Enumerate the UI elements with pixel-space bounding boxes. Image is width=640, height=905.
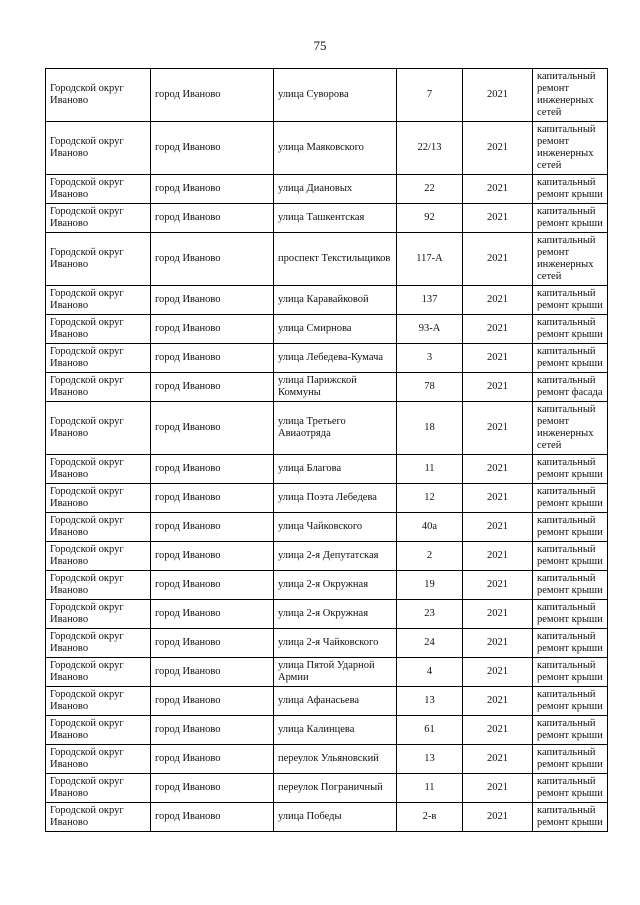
street-cell: улица 2-я Депутатская bbox=[274, 542, 397, 571]
street-cell: улица Парижской Коммуны bbox=[274, 373, 397, 402]
street-cell: улица 2-я Чайковского bbox=[274, 629, 397, 658]
year-cell: 2021 bbox=[463, 286, 533, 315]
district-cell: Городской округ Иваново bbox=[46, 687, 151, 716]
table-row bbox=[46, 600, 608, 629]
street-cell: улица Калинцева bbox=[274, 716, 397, 745]
house-number-cell: 93-А bbox=[397, 315, 463, 344]
city-cell: город Иваново bbox=[151, 600, 274, 629]
year-cell: 2021 bbox=[463, 600, 533, 629]
city-cell: город Иваново bbox=[151, 629, 274, 658]
city-cell: город Иваново bbox=[151, 344, 274, 373]
city-cell: город Иваново bbox=[151, 373, 274, 402]
house-number-cell: 22/13 bbox=[397, 122, 463, 175]
table-row bbox=[46, 513, 608, 542]
street-cell: улица Поэта Лебедева bbox=[274, 484, 397, 513]
year-cell: 2021 bbox=[463, 204, 533, 233]
house-number-cell: 18 bbox=[397, 402, 463, 455]
house-number-cell: 117-А bbox=[397, 233, 463, 286]
city-cell: город Иваново bbox=[151, 513, 274, 542]
district-cell: Городской округ Иваново bbox=[46, 286, 151, 315]
city-cell: город Иваново bbox=[151, 542, 274, 571]
year-cell: 2021 bbox=[463, 658, 533, 687]
street-cell: улица 2-я Окружная bbox=[274, 571, 397, 600]
work-type-cell: капитальный ремонт крыши bbox=[533, 344, 608, 373]
district-cell: Городской округ Иваново bbox=[46, 745, 151, 774]
city-cell: город Иваново bbox=[151, 687, 274, 716]
city-cell: город Иваново bbox=[151, 204, 274, 233]
street-cell: улица Суворова bbox=[274, 69, 397, 122]
work-type-cell: капитальный ремонт крыши bbox=[533, 286, 608, 315]
table-row bbox=[46, 803, 608, 832]
street-cell: улица 2-я Окружная bbox=[274, 600, 397, 629]
table-row bbox=[46, 629, 608, 658]
city-cell: город Иваново bbox=[151, 803, 274, 832]
year-cell: 2021 bbox=[463, 716, 533, 745]
district-cell: Городской округ Иваново bbox=[46, 571, 151, 600]
work-type-cell: капитальный ремонт фасада bbox=[533, 373, 608, 402]
year-cell: 2021 bbox=[463, 233, 533, 286]
work-type-cell: капитальный ремонт крыши bbox=[533, 315, 608, 344]
city-cell: город Иваново bbox=[151, 484, 274, 513]
street-cell: улица Афанасьева bbox=[274, 687, 397, 716]
work-type-cell: капитальный ремонт инженерных сетей bbox=[533, 402, 608, 455]
district-cell: Городской округ Иваново bbox=[46, 455, 151, 484]
city-cell: город Иваново bbox=[151, 315, 274, 344]
house-number-cell: 22 bbox=[397, 175, 463, 204]
street-cell: улица Каравайковой bbox=[274, 286, 397, 315]
work-type-cell: капитальный ремонт крыши bbox=[533, 774, 608, 803]
district-cell: Городской округ Иваново bbox=[46, 204, 151, 233]
table-row bbox=[46, 204, 608, 233]
district-cell: Городской округ Иваново bbox=[46, 484, 151, 513]
city-cell: город Иваново bbox=[151, 286, 274, 315]
year-cell: 2021 bbox=[463, 803, 533, 832]
street-cell: переулок Пограничный bbox=[274, 774, 397, 803]
work-type-cell: капитальный ремонт крыши bbox=[533, 175, 608, 204]
house-number-cell: 13 bbox=[397, 745, 463, 774]
district-cell: Городской округ Иваново bbox=[46, 69, 151, 122]
street-cell: улица Смирнова bbox=[274, 315, 397, 344]
table-row bbox=[46, 175, 608, 204]
work-type-cell: капитальный ремонт крыши bbox=[533, 803, 608, 832]
city-cell: город Иваново bbox=[151, 402, 274, 455]
district-cell: Городской округ Иваново bbox=[46, 803, 151, 832]
street-cell: улица Благова bbox=[274, 455, 397, 484]
city-cell: город Иваново bbox=[151, 571, 274, 600]
work-type-cell: капитальный ремонт инженерных сетей bbox=[533, 233, 608, 286]
table-row bbox=[46, 745, 608, 774]
table-row bbox=[46, 455, 608, 484]
work-type-cell: капитальный ремонт крыши bbox=[533, 542, 608, 571]
city-cell: город Иваново bbox=[151, 233, 274, 286]
year-cell: 2021 bbox=[463, 484, 533, 513]
city-cell: город Иваново bbox=[151, 455, 274, 484]
year-cell: 2021 bbox=[463, 344, 533, 373]
year-cell: 2021 bbox=[463, 402, 533, 455]
house-number-cell: 40а bbox=[397, 513, 463, 542]
district-cell: Городской округ Иваново bbox=[46, 373, 151, 402]
table-row bbox=[46, 571, 608, 600]
table-row bbox=[46, 373, 608, 402]
street-cell: улица Диановых bbox=[274, 175, 397, 204]
work-type-cell: капитальный ремонт крыши bbox=[533, 629, 608, 658]
house-number-cell: 78 bbox=[397, 373, 463, 402]
table-row bbox=[46, 402, 608, 455]
table-row bbox=[46, 774, 608, 803]
work-type-cell: капитальный ремонт крыши bbox=[533, 455, 608, 484]
street-cell: проспект Текстильщиков bbox=[274, 233, 397, 286]
district-cell: Городской округ Иваново bbox=[46, 716, 151, 745]
district-cell: Городской округ Иваново bbox=[46, 774, 151, 803]
street-cell: улица Чайковского bbox=[274, 513, 397, 542]
street-cell: улица Лебедева-Кумача bbox=[274, 344, 397, 373]
house-number-cell: 92 bbox=[397, 204, 463, 233]
district-cell: Городской округ Иваново bbox=[46, 122, 151, 175]
district-cell: Городской округ Иваново bbox=[46, 513, 151, 542]
work-type-cell: капитальный ремонт инженерных сетей bbox=[533, 69, 608, 122]
city-cell: город Иваново bbox=[151, 175, 274, 204]
work-type-cell: капитальный ремонт крыши bbox=[533, 571, 608, 600]
house-number-cell: 24 bbox=[397, 629, 463, 658]
city-cell: город Иваново bbox=[151, 658, 274, 687]
work-type-cell: капитальный ремонт крыши bbox=[533, 513, 608, 542]
work-type-cell: капитальный ремонт крыши bbox=[533, 600, 608, 629]
year-cell: 2021 bbox=[463, 542, 533, 571]
city-cell: город Иваново bbox=[151, 774, 274, 803]
table-row bbox=[46, 658, 608, 687]
work-type-cell: капитальный ремонт крыши bbox=[533, 204, 608, 233]
year-cell: 2021 bbox=[463, 629, 533, 658]
page-number: 75 bbox=[313, 38, 327, 53]
district-cell: Городской округ Иваново bbox=[46, 344, 151, 373]
table-row bbox=[46, 542, 608, 571]
district-cell: Городской округ Иваново bbox=[46, 175, 151, 204]
street-cell: улица Пятой Ударной Армии bbox=[274, 658, 397, 687]
year-cell: 2021 bbox=[463, 315, 533, 344]
year-cell: 2021 bbox=[463, 687, 533, 716]
work-type-cell: капитальный ремонт крыши bbox=[533, 745, 608, 774]
table-row bbox=[46, 687, 608, 716]
street-cell: улица Маяковского bbox=[274, 122, 397, 175]
year-cell: 2021 bbox=[463, 122, 533, 175]
house-number-cell: 23 bbox=[397, 600, 463, 629]
year-cell: 2021 bbox=[463, 373, 533, 402]
house-number-cell: 2-в bbox=[397, 803, 463, 832]
table-row bbox=[46, 233, 608, 286]
street-cell: улица Победы bbox=[274, 803, 397, 832]
table-row bbox=[46, 69, 608, 122]
district-cell: Городской округ Иваново bbox=[46, 600, 151, 629]
year-cell: 2021 bbox=[463, 571, 533, 600]
year-cell: 2021 bbox=[463, 513, 533, 542]
district-cell: Городской округ Иваново bbox=[46, 315, 151, 344]
city-cell: город Иваново bbox=[151, 745, 274, 774]
street-cell: улица Ташкентская bbox=[274, 204, 397, 233]
city-cell: город Иваново bbox=[151, 716, 274, 745]
house-number-cell: 4 bbox=[397, 658, 463, 687]
table-row bbox=[46, 484, 608, 513]
house-number-cell: 11 bbox=[397, 774, 463, 803]
district-cell: Городской округ Иваново bbox=[46, 658, 151, 687]
house-number-cell: 19 bbox=[397, 571, 463, 600]
house-number-cell: 11 bbox=[397, 455, 463, 484]
work-type-cell: капитальный ремонт крыши bbox=[533, 658, 608, 687]
work-type-cell: капитальный ремонт крыши bbox=[533, 484, 608, 513]
year-cell: 2021 bbox=[463, 774, 533, 803]
street-cell: улица Третьего Авиаотряда bbox=[274, 402, 397, 455]
table-row bbox=[46, 286, 608, 315]
table-row bbox=[46, 315, 608, 344]
house-number-cell: 12 bbox=[397, 484, 463, 513]
district-cell: Городской округ Иваново bbox=[46, 542, 151, 571]
year-cell: 2021 bbox=[463, 69, 533, 122]
district-cell: Городской округ Иваново bbox=[46, 629, 151, 658]
repair-schedule-table bbox=[45, 68, 608, 832]
table-row bbox=[46, 122, 608, 175]
work-type-cell: капитальный ремонт инженерных сетей bbox=[533, 122, 608, 175]
year-cell: 2021 bbox=[463, 175, 533, 204]
house-number-cell: 3 bbox=[397, 344, 463, 373]
table-row bbox=[46, 716, 608, 745]
house-number-cell: 61 bbox=[397, 716, 463, 745]
year-cell: 2021 bbox=[463, 455, 533, 484]
table-row bbox=[46, 344, 608, 373]
house-number-cell: 7 bbox=[397, 69, 463, 122]
house-number-cell: 137 bbox=[397, 286, 463, 315]
street-cell: переулок Ульяновский bbox=[274, 745, 397, 774]
house-number-cell: 13 bbox=[397, 687, 463, 716]
district-cell: Городской округ Иваново bbox=[46, 402, 151, 455]
district-cell: Городской округ Иваново bbox=[46, 233, 151, 286]
house-number-cell: 2 bbox=[397, 542, 463, 571]
work-type-cell: капитальный ремонт крыши bbox=[533, 716, 608, 745]
work-type-cell: капитальный ремонт крыши bbox=[533, 687, 608, 716]
city-cell: город Иваново bbox=[151, 122, 274, 175]
city-cell: город Иваново bbox=[151, 69, 274, 122]
year-cell: 2021 bbox=[463, 745, 533, 774]
